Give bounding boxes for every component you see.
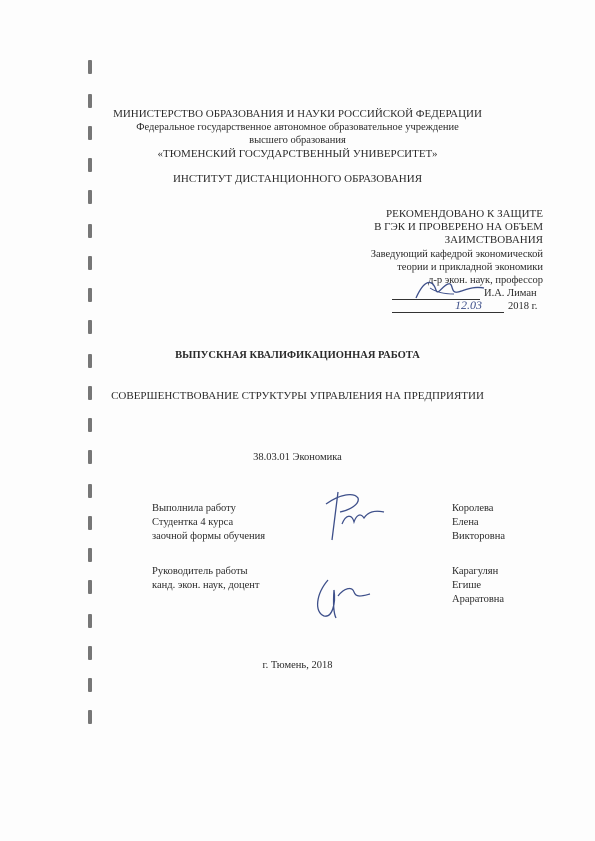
student-first-name: Елена	[452, 517, 479, 528]
student-label-1: Выполнила работу	[152, 503, 236, 514]
student-signature	[318, 484, 390, 546]
education-level: высшего образования	[249, 135, 346, 146]
institute-name: ИНСТИТУТ ДИСТАНЦИОННОГО ОБРАЗОВАНИЯ	[172, 173, 423, 185]
institution-type: Федеральное государственное автономное образовательное учреждение	[136, 122, 459, 133]
approval-line-3: ЗАИМСТВОВАНИЯ	[444, 234, 543, 246]
approval-year: 2018 г.	[508, 301, 538, 312]
supervisor-first-name: Егише	[452, 580, 482, 591]
ministry-name: МИНИСТЕРСТВО ОБРАЗОВАНИЯ И НАУКИ РОССИЙСКОЙ ФЕДЕРАЦИИ	[113, 108, 482, 120]
student-label-2: Студентка 4 курса	[152, 517, 234, 528]
handwritten-date: 12.03	[455, 298, 482, 312]
binding-marks	[88, 60, 96, 760]
student-surname: Королева	[452, 503, 494, 514]
date-line	[392, 312, 504, 313]
supervisor-surname: Карагулян	[452, 566, 499, 577]
student-patronymic: Викторовна	[452, 531, 506, 542]
thesis-topic: СОВЕРШЕНСТВОВАНИЕ СТРУКТУРЫ УПРАВЛЕНИЯ НА ПРЕДПРИЯТИИ	[111, 390, 484, 402]
approval-line-1: РЕКОМЕНДОВАНО К ЗАЩИТЕ	[386, 208, 543, 220]
university-name: «ТЮМЕНСКИЙ ГОСУДАРСТВЕННЫЙ УНИВЕРСИТЕТ»	[157, 148, 438, 160]
head-position-1: Заведующий кафедрой экономической	[370, 249, 543, 260]
supervisor-signature	[312, 574, 376, 622]
head-position-2: теории и прикладной экономики	[397, 262, 543, 273]
supervisor-label-1: Руководитель работы	[152, 566, 248, 577]
head-name: И.А. Лиман	[484, 288, 537, 299]
work-type: ВЫПУСКНАЯ КВАЛИФИКАЦИОННАЯ РАБОТА	[175, 350, 420, 361]
specialty-code: 38.03.01 Экономика	[253, 452, 342, 463]
supervisor-patronymic: Араратовна	[452, 594, 505, 605]
supervisor-label-2: канд. экон. наук, доцент	[152, 580, 260, 591]
approval-line-2: В ГЭК И ПРОВЕРЕНО НА ОБЪЕМ	[374, 221, 543, 233]
student-label-3: заочной формы обучения	[152, 531, 266, 542]
head-degree: д-р экон. наук, профессор	[428, 275, 543, 286]
city-year: г. Тюмень, 2018	[262, 660, 333, 671]
